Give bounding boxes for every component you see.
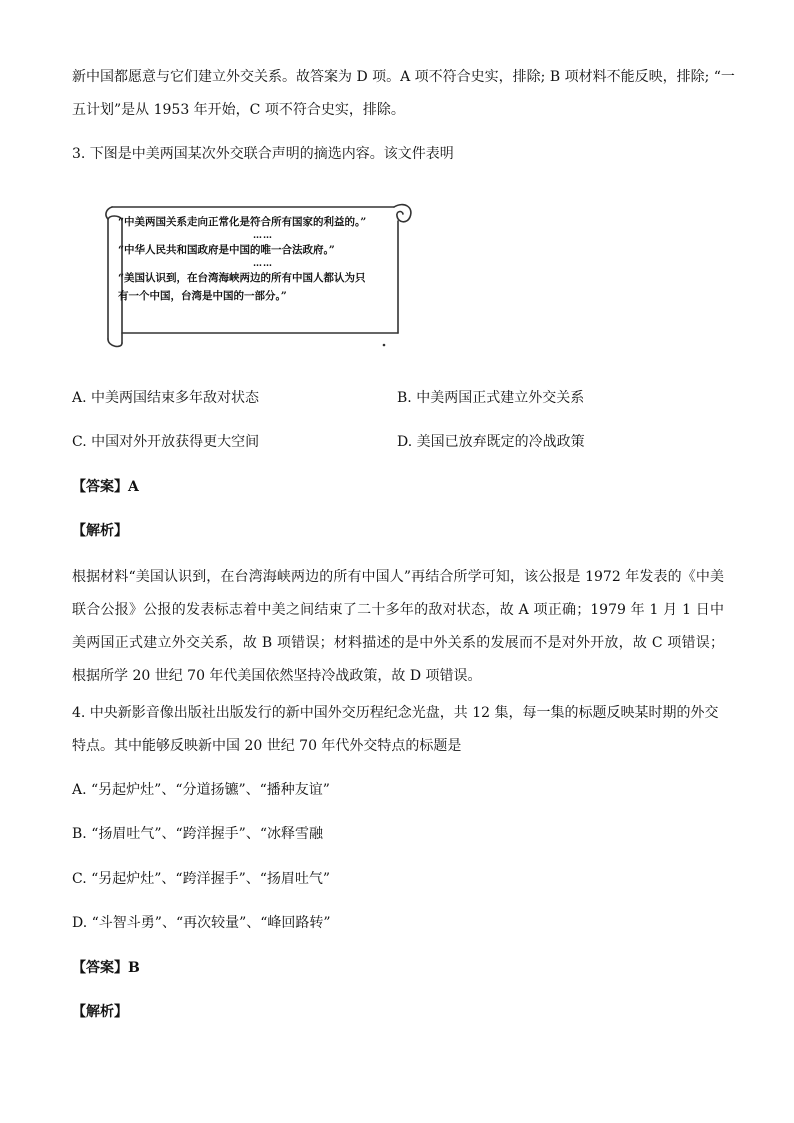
q3-analysis-text: 根据材料“美国认识到，在台湾海峡两边的所有中国人”再结合所学可知，该公报是 1972 年发表的《中美联合公报》公报的发表标志着中美之间结束了二十多年的敌对状态，故 A 项正确；1979 年 1 月 1 日中美两国正式建立外交关系，故 B 项错误；材料描述的是中外关系的发展而不是对外开放，故 C 项错误；根据所学 20 世纪 70 年代美国依然坚持冷战政策，故 D 项错误。 [72,569,724,684]
scroll-quote-1: “中美两国关系走向正常化是符合所有国家的利益的。” [118,216,367,228]
q4-option-c: C. “另起炉灶”、“跨洋握手”、“扬眉吐气” [72,871,331,887]
q4-option-b: B. “扬眉吐气”、“跨洋握手”、“冰释雪融 [72,826,323,842]
scroll-text [118,213,398,305]
scroll-ellipsis-1: …… [253,231,273,241]
question-4-stem-line-2: 特点。其中能够反映新中国 20 世纪 70 年代外交特点的标题是 [72,738,462,754]
scroll-quote-2: “中华人民共和国政府是中国的唯一合法政府。” [118,244,335,256]
question-3-stem: 3. 下图是中美两国某次外交联合声明的摘选内容。该文件表明 [72,146,454,162]
q4-option-d: D. “斗智斗勇”、“再次较量”、“峰回路转” [72,915,331,931]
q3-option-c: C. 中国对外开放获得更大空间 [72,434,260,450]
q4-answer: 【答案】B [72,960,140,976]
q3-analysis-label: 【解析】 [72,523,128,539]
scroll-ellipsis-2: …… [253,259,273,269]
scroll-figure [98,193,418,353]
q3-answer: 【答案】A [72,479,139,495]
scroll-quote-3-line-1: “美国认识到，在台湾海峡两边的所有中国人都认为只 [118,272,366,284]
q3-option-d: D. 美国已放弃既定的冷战政策 [397,434,585,450]
question-4-stem-line-1: 4. 中央新影音像出版社出版发行的新中国外交历程纪念光盘，共 12 集，每一集的标题反映某时期的外交 [72,705,719,721]
intro-line-1: 新中国都愿意与它们建立外交关系。故答案为 D 项。A 项不符合史实，排除; B 项材料不能反映，排除; “一 [72,69,735,85]
q4-analysis-label: 【解析】 [72,1004,128,1020]
intro-line-2: 五计划”是从 1953 年开始，C 项不符合史实，排除。 [72,102,405,118]
q3-option-b: B. 中美两国正式建立外交关系 [397,390,585,406]
q3-option-a: A. 中美两国结束多年敌对状态 [72,390,260,406]
scroll-quote-3-line-2: 有一个中国，台湾是中国的一部分。” [118,290,287,302]
q4-option-a: A. “另起炉灶”、“分道扬镳”、“播种友谊” [72,782,330,798]
